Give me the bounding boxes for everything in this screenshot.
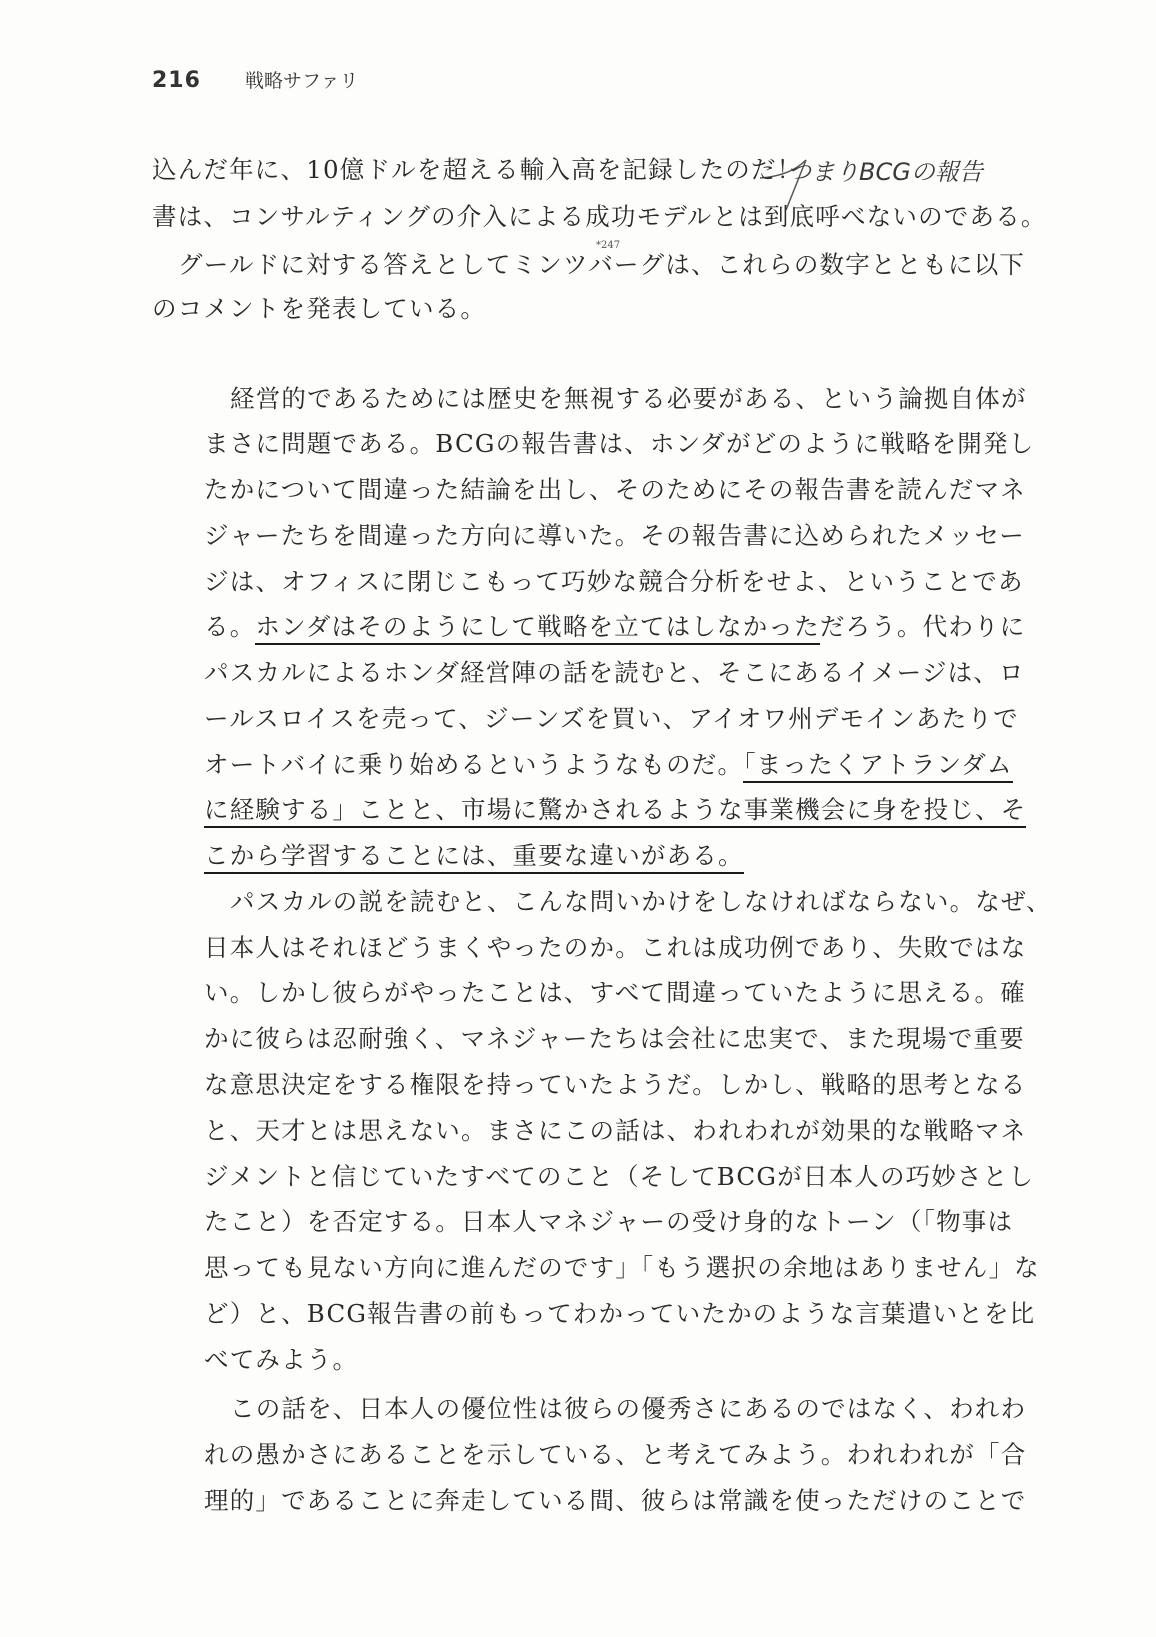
text-line: 込んだ年に、10億ドルを超える輸入高を記録したのだ！ — [152, 155, 803, 184]
quote-line: な意思決定をする権限を持っていたようだ。しかし、戦略的思考となる — [204, 1070, 1027, 1099]
underlined-text: ホンダはそのようにして戦略を立てはしなかった — [255, 612, 819, 645]
quote-line — [204, 839, 744, 873]
underlined-text: こから学習することには、重要な違いがある。 — [204, 841, 744, 874]
page-number: 216 — [152, 68, 201, 93]
quote-line: い。しかし彼らがやったことは、すべて間違っていたように思える。確 — [204, 978, 1026, 1007]
quote-line: この話を、日本人の優位性は彼らの優秀さにあるのではなく、われわ — [230, 1394, 1027, 1423]
quote-text: る。 — [204, 612, 256, 641]
underlined-text: に経験する」ことと、市場に驚かされるような事業機会に身を投じ、そ — [204, 795, 1026, 828]
quote-line: パスカルの説を読むと、こんな問いかけをしなければならない。なぜ、 — [230, 887, 1052, 916]
quote-line: たかについて間違った結論を出し、そのためにその報告書を読んだマネ — [204, 475, 1026, 504]
quote-line: ジメントと信じていたすべてのこと（そしてBCGが日本人の巧妙さとし — [204, 1162, 1035, 1191]
quote-line: 日本人はそれほどうまくやったのか。これは成功例であり、失敗ではな — [204, 933, 1027, 962]
quote-line — [204, 793, 1026, 827]
handwritten-note: つまりBCGの報告 — [787, 158, 983, 186]
quote-line: パスカルによるホンダ経営陣の話を読むと、そこにあるイメージは、ロ — [204, 658, 1025, 687]
quote-line: と、天才とは思えない。まさにこの話は、われわれが効果的な戦略マネ — [204, 1116, 1027, 1145]
text-line: グールドに対する答えとしてミンツバーグは、これらの数字とともに以下 — [178, 250, 1026, 279]
page-header — [152, 66, 359, 96]
quote-line — [204, 748, 1013, 782]
quote-line: かに彼らは忍耐強く、マネジャーたちは会社に忠実で、また現場で重要 — [204, 1024, 1025, 1053]
quote-line: ど）と、BCG報告書の前もってわかっていたかのような言葉遣いとを比 — [204, 1299, 1036, 1328]
underlined-text: 「まったくアトランダム — [743, 750, 1012, 783]
quote-line: れの愚かさにあることを示している、と考えてみよう。われわれが「合 — [204, 1440, 1027, 1469]
quote-line: べてみよう。 — [204, 1345, 359, 1374]
text-line: のコメントを発表している。 — [152, 294, 487, 323]
quote-line: 経営的であるためには歴史を無視する必要がある、という論拠自体が — [230, 384, 1027, 413]
quote-line: 理的」であることに奔走している間、彼らは常識を使っただけのことで — [204, 1486, 1027, 1515]
quote-line — [204, 610, 1025, 644]
quote-text: だろう。代わりに — [819, 612, 1026, 641]
quote-line: まさに問題である。BCGの報告書は、ホンダがどのように戦略を開発し — [204, 429, 1035, 458]
quote-line: ジは、オフィスに閉じこもって巧妙な競合分析をせよ、ということであ — [204, 567, 1024, 596]
quote-line: ールスロイスを売って、ジーンズを買い、アイオワ州デモインあたりで — [204, 704, 1019, 733]
text-line: 書は、コンサルティングの介入による成功モデルとは到底呼べないのである。 — [152, 202, 1047, 231]
quote-line: 思っても見ない方向に進んだのです」「もう選択の余地はありません」な — [204, 1253, 1040, 1282]
quote-line: ジャーたちを間違った方向に導いた。その報告書に込められたメッセー — [204, 521, 1025, 550]
quote-text: オートバイに乗り始めるというようなものだ。 — [204, 750, 744, 779]
quote-line: たこと）を否定する。日本人マネジャーの受け身的なトーン（「物事は — [204, 1207, 1014, 1236]
running-title: 戦略サファリ — [244, 70, 359, 92]
footnote-marker: *247 — [596, 240, 621, 251]
